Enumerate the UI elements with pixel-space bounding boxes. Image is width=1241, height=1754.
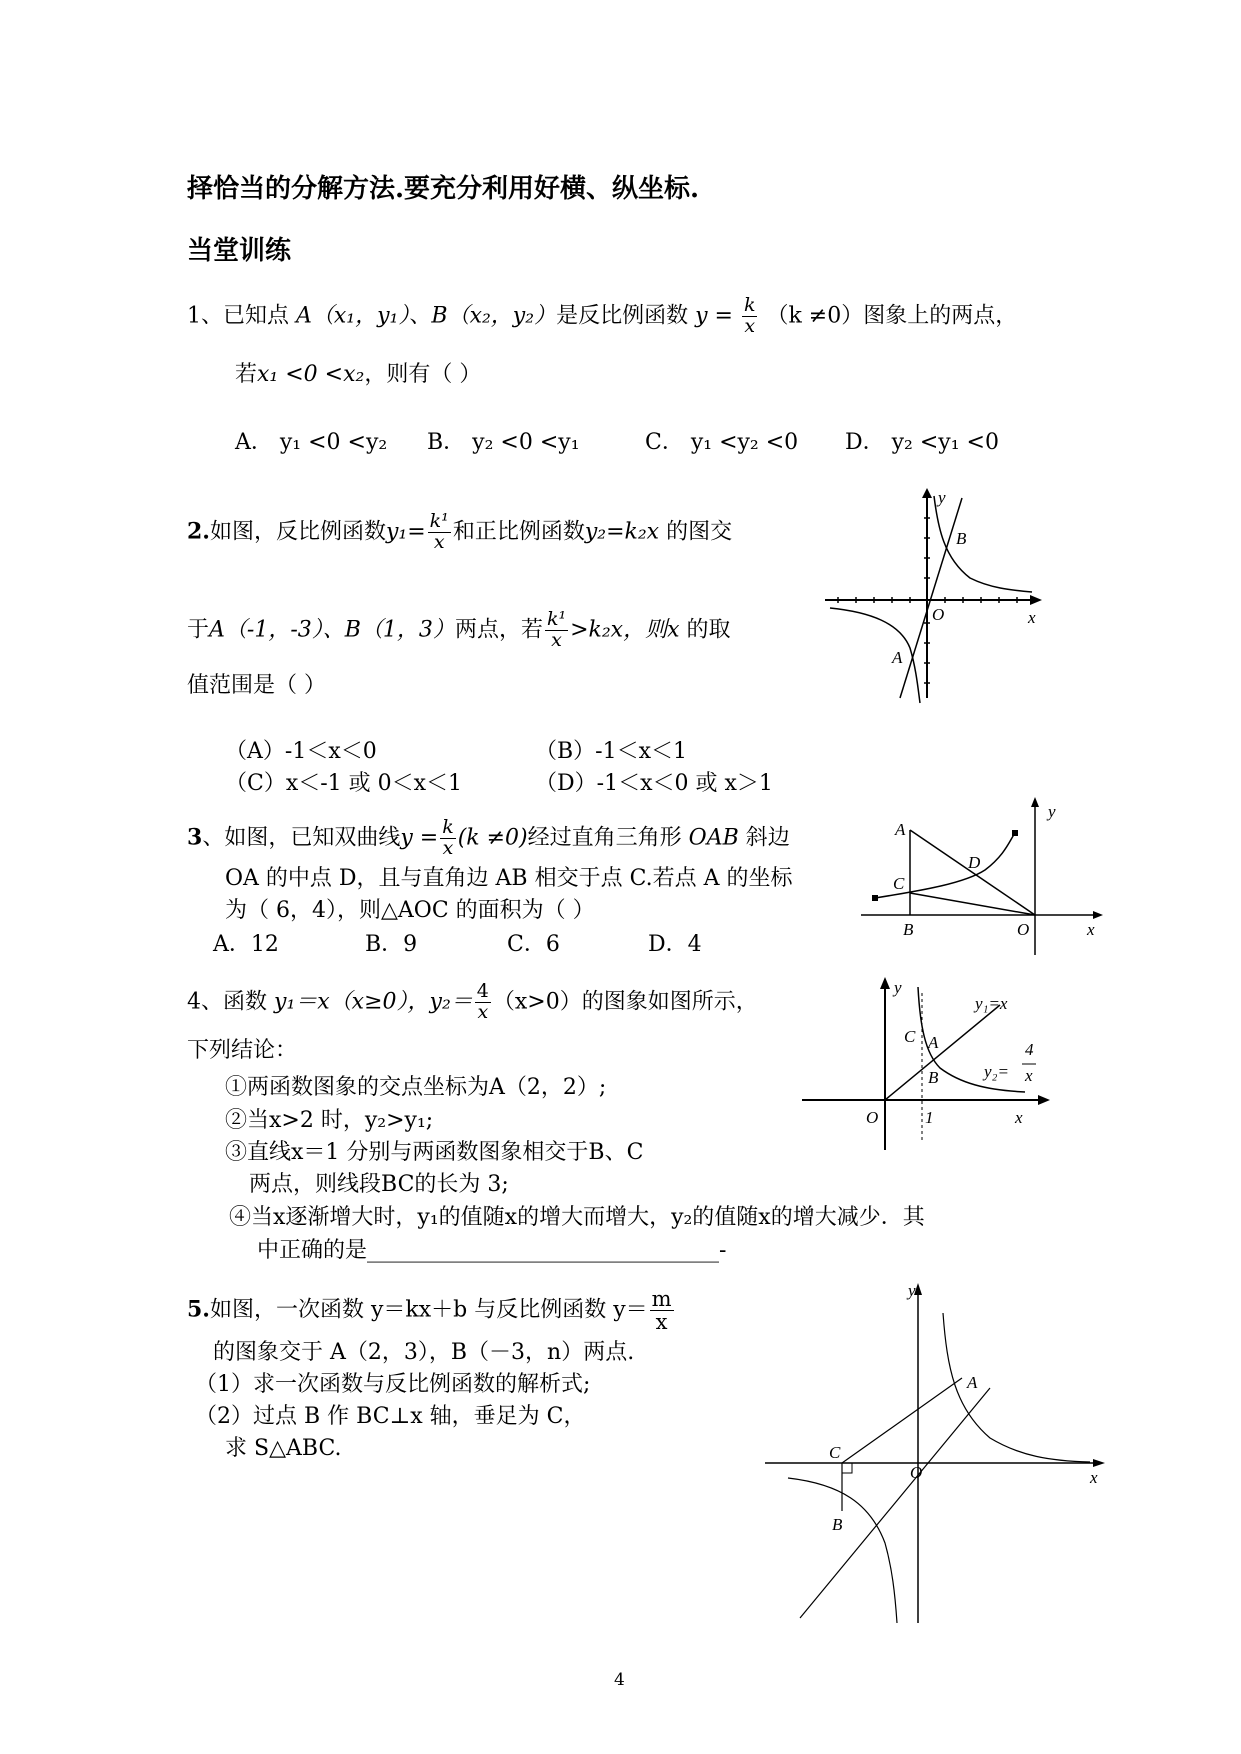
label-O: O [932,605,945,624]
segment-OC [910,893,1035,915]
label-A: A [967,1373,978,1392]
label-y1: y₁=x [975,994,1008,1013]
q1-fraction: $\frac{k}{x}$ [743,294,756,337]
q1-option-b: B． y₂ <0 <y₁ [427,430,580,455]
q4-line1: 4、函数 y₁＝x（x≥0），y₂＝ $\frac{4}{x}$ （x>0）的图象如图所示， [187,980,758,1023]
q4-answer-line: 中正确的是________________________________- [257,1238,727,1263]
y-arrow [922,488,932,498]
label-x: x [1015,1108,1023,1127]
q4-item-4: ④当x逐渐增大时，y₁的值随x的增大而增大，y₂的值随x的增大减少．其 [229,1205,925,1230]
page-number: 4 [614,1670,625,1690]
label-one: 1 [925,1108,934,1127]
q2-option-c: （C）x＜-1 或 0＜x＜1 [225,771,463,796]
line-y1 [885,1005,1000,1100]
q5-figure [760,1278,1110,1628]
q4-figure [800,975,1060,1160]
q2-line2: 于A（-1，-3）、B（1，3）两点，若 $\frac{\text{k¹}}{x}$ >k₂x，则x 的取 [187,608,731,651]
hyperbola-branch-2 [830,608,920,703]
q2-option-b: （B）-1＜x＜1 [535,739,688,764]
q4-item-3b: 两点，则线段BC的长为 3; [249,1172,509,1197]
q5-line2: 的图象交于 A（2，3），B（－3，n）两点. [213,1340,635,1365]
label-B: B [956,529,967,548]
x-arrow [1038,1095,1050,1105]
q4-item-1: ①两函数图象的交点坐标为A（2，2）; [225,1075,607,1100]
label-O: O [910,1463,923,1482]
q5-line4: （2）过点 B 作 BC⊥x 轴，垂足为 C， [195,1404,586,1429]
q2-line1: 2.如图，反比例函数y₁= $\frac{\text{k¹}}{x}$ 和正比例函数y₂=k₂x 的图交 [187,510,733,553]
label-y2-numerator: 4 [1025,1040,1034,1059]
label-x: x [1090,1468,1098,1487]
section-title: 当堂训练 [187,236,292,266]
label-x: x [1028,608,1036,627]
q3-line3: 为（ 6，4），则△AOC 的面积为（ ） [225,898,595,923]
q2-option-d: （D）-1＜x＜0 或 x＞1 [535,771,773,796]
q3-line1: 3、如图，已知双曲线y = $\frac{k}{x}$ (k ≠0)经过直角三角形 OAB 斜边 [187,816,790,859]
q3-option-c: C．6 [507,932,560,957]
label-B: B [928,1068,939,1087]
label-O: O [866,1108,879,1127]
x-arrow [1093,911,1103,919]
y-arrow [880,977,890,989]
q3-figure [855,795,1115,965]
q3-option-a: A．12 [213,932,279,957]
endpoint-left [872,895,878,901]
q1-line1: 1、已知点 A（x₁，y₁）、B（x₂，y₂）是反比例函数 y = $\frac{k}{x}$ （k ≠0）图象上的两点， [187,294,1018,337]
q2-figure [820,488,1060,708]
q1-option-c: C． y₁ <y₂ <0 [645,430,799,455]
q3-option-b: B．9 [365,932,418,957]
label-x: x [1087,920,1095,939]
label-y: y [1048,802,1056,821]
q1-option-d: D． y₂ <y₁ <0 [845,430,999,455]
q4-item-2: ②当x>2 时，y₂>y₁; [225,1108,434,1133]
q5-line1: 5.如图，一次函数 y＝kx＋b 与反比例函数 y＝ $\frac{m}{x}$ [187,1287,672,1335]
line-AC [842,1378,962,1463]
label-B: B [903,920,914,939]
label-C: C [904,1027,916,1046]
label-y2: y₂= [984,1062,1009,1081]
right-angle-mark [842,1463,852,1473]
label-O: O [1017,920,1030,939]
label-y: y [908,1281,916,1300]
label-y: y [894,978,902,997]
q1-option-a: A． y₁ <0 <y₂ [235,430,388,455]
q4-line2: 下列结论： [187,1038,298,1063]
label-D: D [968,853,981,872]
q2-line3: 值范围是（ ） [187,673,326,698]
line-AB [800,1388,990,1618]
endpoint-right [1012,830,1018,836]
label-y2-denominator: x [1025,1066,1033,1085]
label-C: C [893,874,905,893]
q4-item-3: ③直线x＝1 分别与两函数图象相交于B、C [225,1140,644,1165]
label-C: C [829,1443,841,1462]
label-A: A [895,820,906,839]
q5-line5: 求 S△ABC. [225,1436,342,1461]
label-y: y [938,488,946,507]
intro-line: 择恰当的分解方法.要充分利用好横、纵坐标. [187,174,700,204]
q1-line2: 若x₁ <0 <x₂，则有（ ） [235,362,482,387]
q3-line2: OA 的中点 D，且与直角边 AB 相交于点 C.若点 A 的坐标 [225,866,793,891]
label-B: B [832,1515,843,1534]
hyperbola-branch-1 [934,496,1032,592]
x-arrow [1030,595,1042,605]
label-A: A [928,1033,939,1052]
y-arrow [1031,797,1039,807]
segment-OA [910,830,1035,915]
hyperbola-branch-1 [943,1313,1090,1462]
q3-option-d: D．4 [648,932,702,957]
x-arrow [1093,1459,1105,1467]
label-A: A [892,648,903,667]
q2-option-a: （A）-1＜x＜0 [225,739,377,764]
q5-line3: （1）求一次函数与反比例函数的解析式; [195,1372,591,1397]
